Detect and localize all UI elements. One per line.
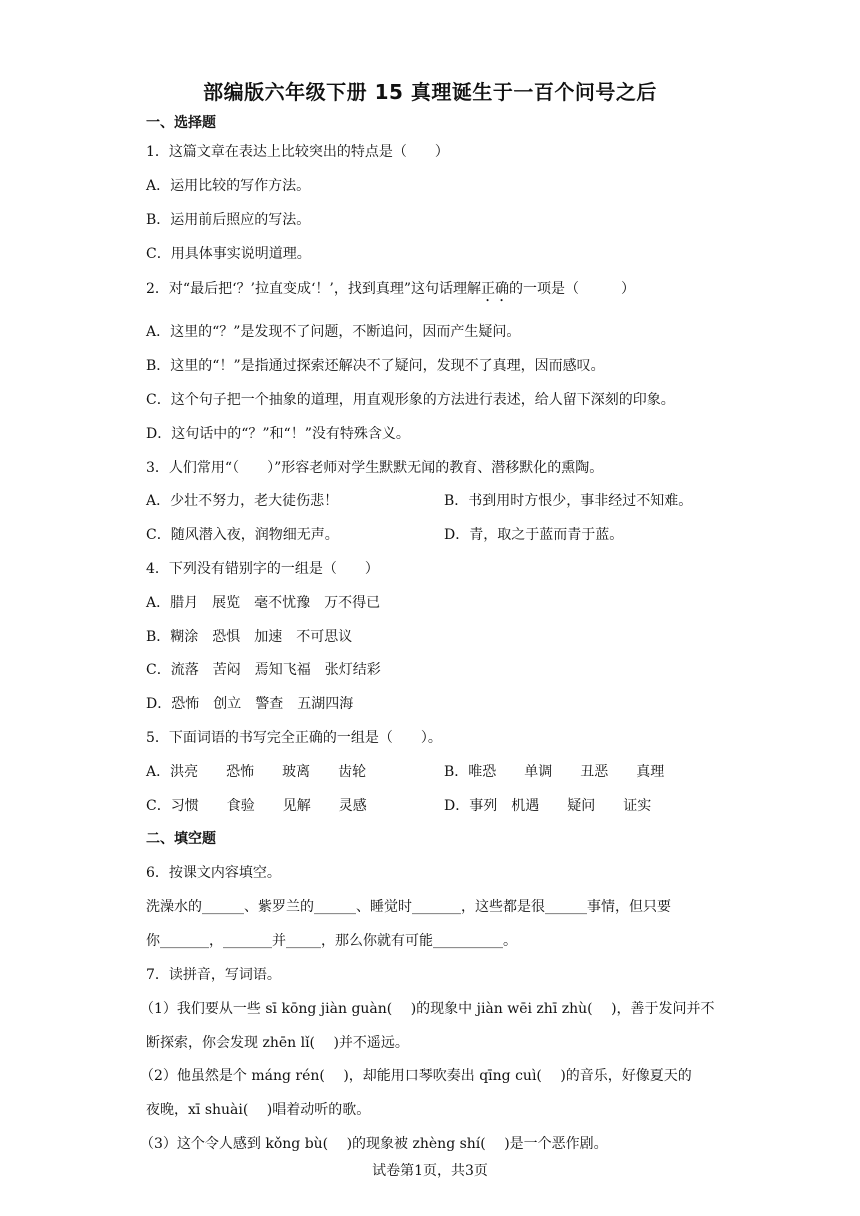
question-4-option-d: D．恐怖 创立 警查 五湖四海 (146, 696, 354, 712)
question-5-option-a: A．洪亮 恐怖 玻离 齿轮 (146, 764, 367, 780)
question-3-option-c: C．随风潜入夜，润物细无声。 (146, 527, 339, 543)
question-1-option-c: C．用具体事实说明道理。 (146, 246, 311, 262)
question-2-stem-part2: 的一项是（ ） (509, 281, 636, 297)
question-3-option-a: A．少壮不努力，老大徒伤悲！ (146, 493, 339, 509)
question-4-option-b: B．糊涂 恐惧 加速 不可思议 (146, 629, 353, 645)
page-footer: 试卷第1页，共3页 (372, 1163, 488, 1179)
question-6-line-2: 你_______，_______并_____，那么你就有可能__________。 (146, 933, 517, 949)
section-heading-choice: 一、选择题 (146, 115, 216, 131)
question-3-option-b: B．书到用时方恨少，事非经过不知难。 (444, 493, 693, 509)
question-2-option-c: C．这个句子把一个抽象的道理，用直观形象的方法进行表述，给人留下深刻的印象。 (146, 392, 675, 408)
question-2-option-d: D．这句话中的“？”和“！”没有特殊含义。 (146, 426, 410, 442)
question-7-part-2-line-2: 夜晚，xī shuài( )唱着动听的歌。 (146, 1102, 371, 1118)
question-3-option-d: D．青，取之于蓝而青于蓝。 (444, 527, 624, 543)
question-1-option-a: A．运用比较的写作方法。 (146, 178, 311, 194)
question-4-option-c: C．流落 苦闷 焉知飞福 张灯结彩 (146, 662, 381, 678)
question-7-part-1-line-1: （1）我们要从一些 sī kōng jiàn guàn( )的现象中 jiàn wēi zhī zhù( )，善于发问并不 (140, 1001, 715, 1017)
question-2-stem (146, 278, 635, 305)
question-1-stem: 1．这篇文章在表达上比较突出的特点是（ ） (146, 144, 449, 160)
question-7-part-2-line-1: （2）他虽然是个 máng rén( )，却能用口琴吹奏出 qīng cuì( )的音乐，好像夏天的 (140, 1068, 692, 1084)
page-title: 部编版六年级下册 15 真理诞生于一百个问号之后 (203, 80, 657, 104)
question-2-emphasis: 正确 (481, 281, 510, 297)
question-7-stem: 7．读拼音，写词语。 (146, 967, 281, 983)
question-4-stem: 4．下列没有错别字的一组是（ ） (146, 561, 379, 577)
question-2-stem-part1: 2．对“最后把‘？’拉直变成‘！’，找到真理”这句话理解 (146, 281, 482, 297)
question-7-part-3: （3）这个令人感到 kǒng bù( )的现象被 zhèng shí( )是一个恶作剧。 (140, 1136, 608, 1152)
question-5-option-d: D．事列 机遇 疑问 证实 (444, 798, 652, 814)
question-1-option-b: B．运用前后照应的写法。 (146, 212, 311, 228)
section-heading-fill: 二、填空题 (146, 831, 216, 847)
question-5-stem: 5．下面词语的书写完全正确的一组是（ ）。 (146, 730, 442, 746)
question-4-option-a: A．腊月 展览 毫不忧豫 万不得已 (146, 595, 381, 611)
question-6-stem: 6．按课文内容填空。 (146, 865, 281, 881)
question-5-option-b: B．唯恐 单调 丑恶 真理 (444, 764, 665, 780)
question-6-line-1: 洗澡水的______、紫罗兰的______、睡觉时_______，这些都是很______事情，但只要 (146, 899, 671, 915)
question-7-part-1-line-2: 断探索，你会发现 zhēn lǐ( )并不遥远。 (146, 1035, 409, 1051)
question-2-option-b: B．这里的“！”是指通过探索还解决不了疑问，发现不了真理，因而感叹。 (146, 358, 605, 374)
question-3-stem: 3．人们常用“（ ）”形容老师对学生默默无闻的教育、潜移默化的熏陶。 (146, 460, 604, 476)
question-5-option-c: C．习惯 食验 见解 灵感 (146, 798, 367, 814)
question-2-option-a: A．这里的“？”是发现不了问题，不断追问，因而产生疑问。 (146, 324, 521, 340)
